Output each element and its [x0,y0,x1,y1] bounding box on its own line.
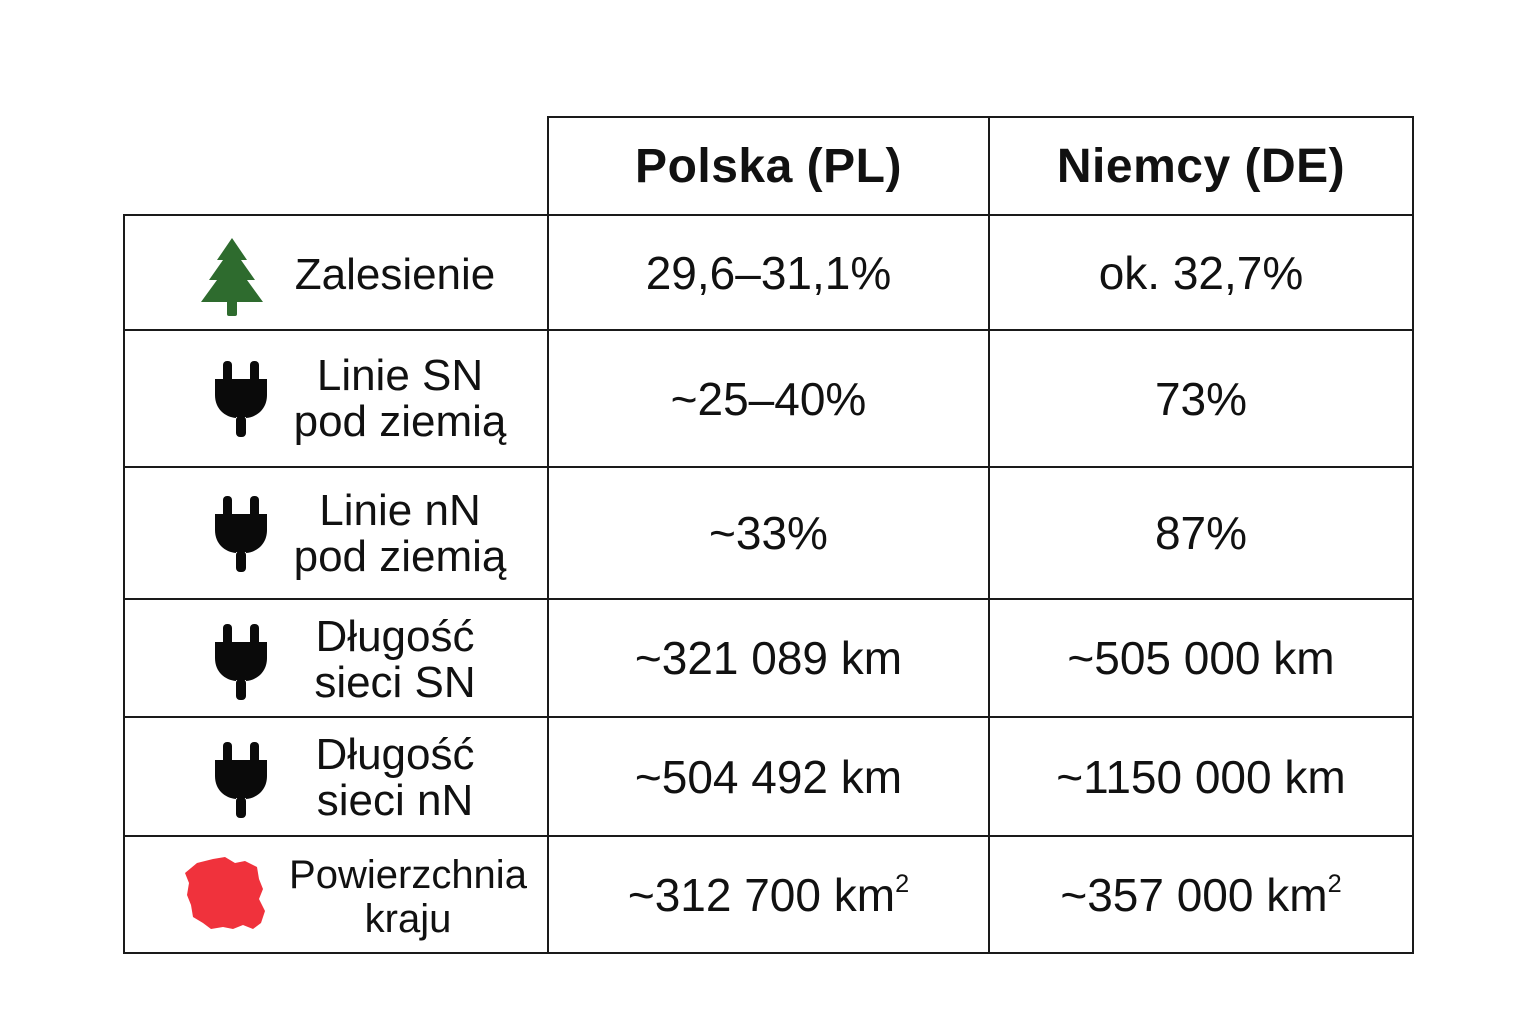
row-label-lv-underground [123,466,549,600]
cell-de-lv-length [988,716,1414,837]
value-pl [628,868,909,922]
value-pl: ~321 089 km [634,632,903,684]
cell-de-forest [988,214,1414,331]
value-de: 73% [1154,372,1248,425]
cell-de-mv-underground [988,329,1414,468]
row-label-lv-length [123,716,549,837]
cell-pl-forest [547,214,990,331]
row-label-mv-underground [123,329,549,468]
value-pl: ~25–40% [670,372,867,425]
value-de: ok. 32,7% [1098,246,1304,299]
header-de-label: Niemcy (DE) [1056,139,1346,193]
plug-icon [213,624,269,700]
cell-pl-area [547,835,990,954]
tree-icon [197,236,267,320]
cell-de-lv-underground [988,466,1414,600]
cell-pl-lv-underground [547,466,990,600]
row-label-text: Powierzchnia kraju [289,853,527,941]
row-label-text: Linie SN pod ziemią [293,351,507,446]
unit-superscript: 2 [895,869,910,898]
row-label-text: Długość sieci SN [314,612,476,707]
cell-de-mv-length [988,598,1414,718]
value-de [1060,868,1341,922]
value-pl: ~504 492 km [634,750,903,803]
header-de [988,116,1414,216]
row-label-text: Długość sieci nN [315,730,475,825]
value-de-number: ~357 000 km [1060,868,1328,921]
row-label-area [123,835,549,954]
unit-superscript: 2 [1327,869,1342,898]
plug-icon [213,742,269,818]
value-pl: ~33% [709,507,828,559]
value-de: ~1150 000 km [1056,750,1346,803]
value-de: ~505 000 km [1067,632,1335,684]
cell-pl-mv-length [547,598,990,718]
poland-map-icon [183,855,269,937]
plug-icon [213,361,269,437]
cell-de-area [988,835,1414,954]
plug-icon [213,496,269,572]
cell-pl-lv-length [547,716,990,837]
row-label-text: Linie nN pod ziemią [293,486,507,581]
value-de: 87% [1154,507,1248,559]
value-pl-number: ~312 700 km [627,868,896,921]
row-label-mv-length [123,598,549,718]
row-label-forest [123,214,549,331]
cell-pl-mv-underground [547,329,990,468]
header-pl [547,116,990,216]
header-pl-label: Polska (PL) [635,139,902,193]
value-pl: 29,6–31,1% [645,246,892,299]
row-label-text: Zalesienie [294,250,496,299]
